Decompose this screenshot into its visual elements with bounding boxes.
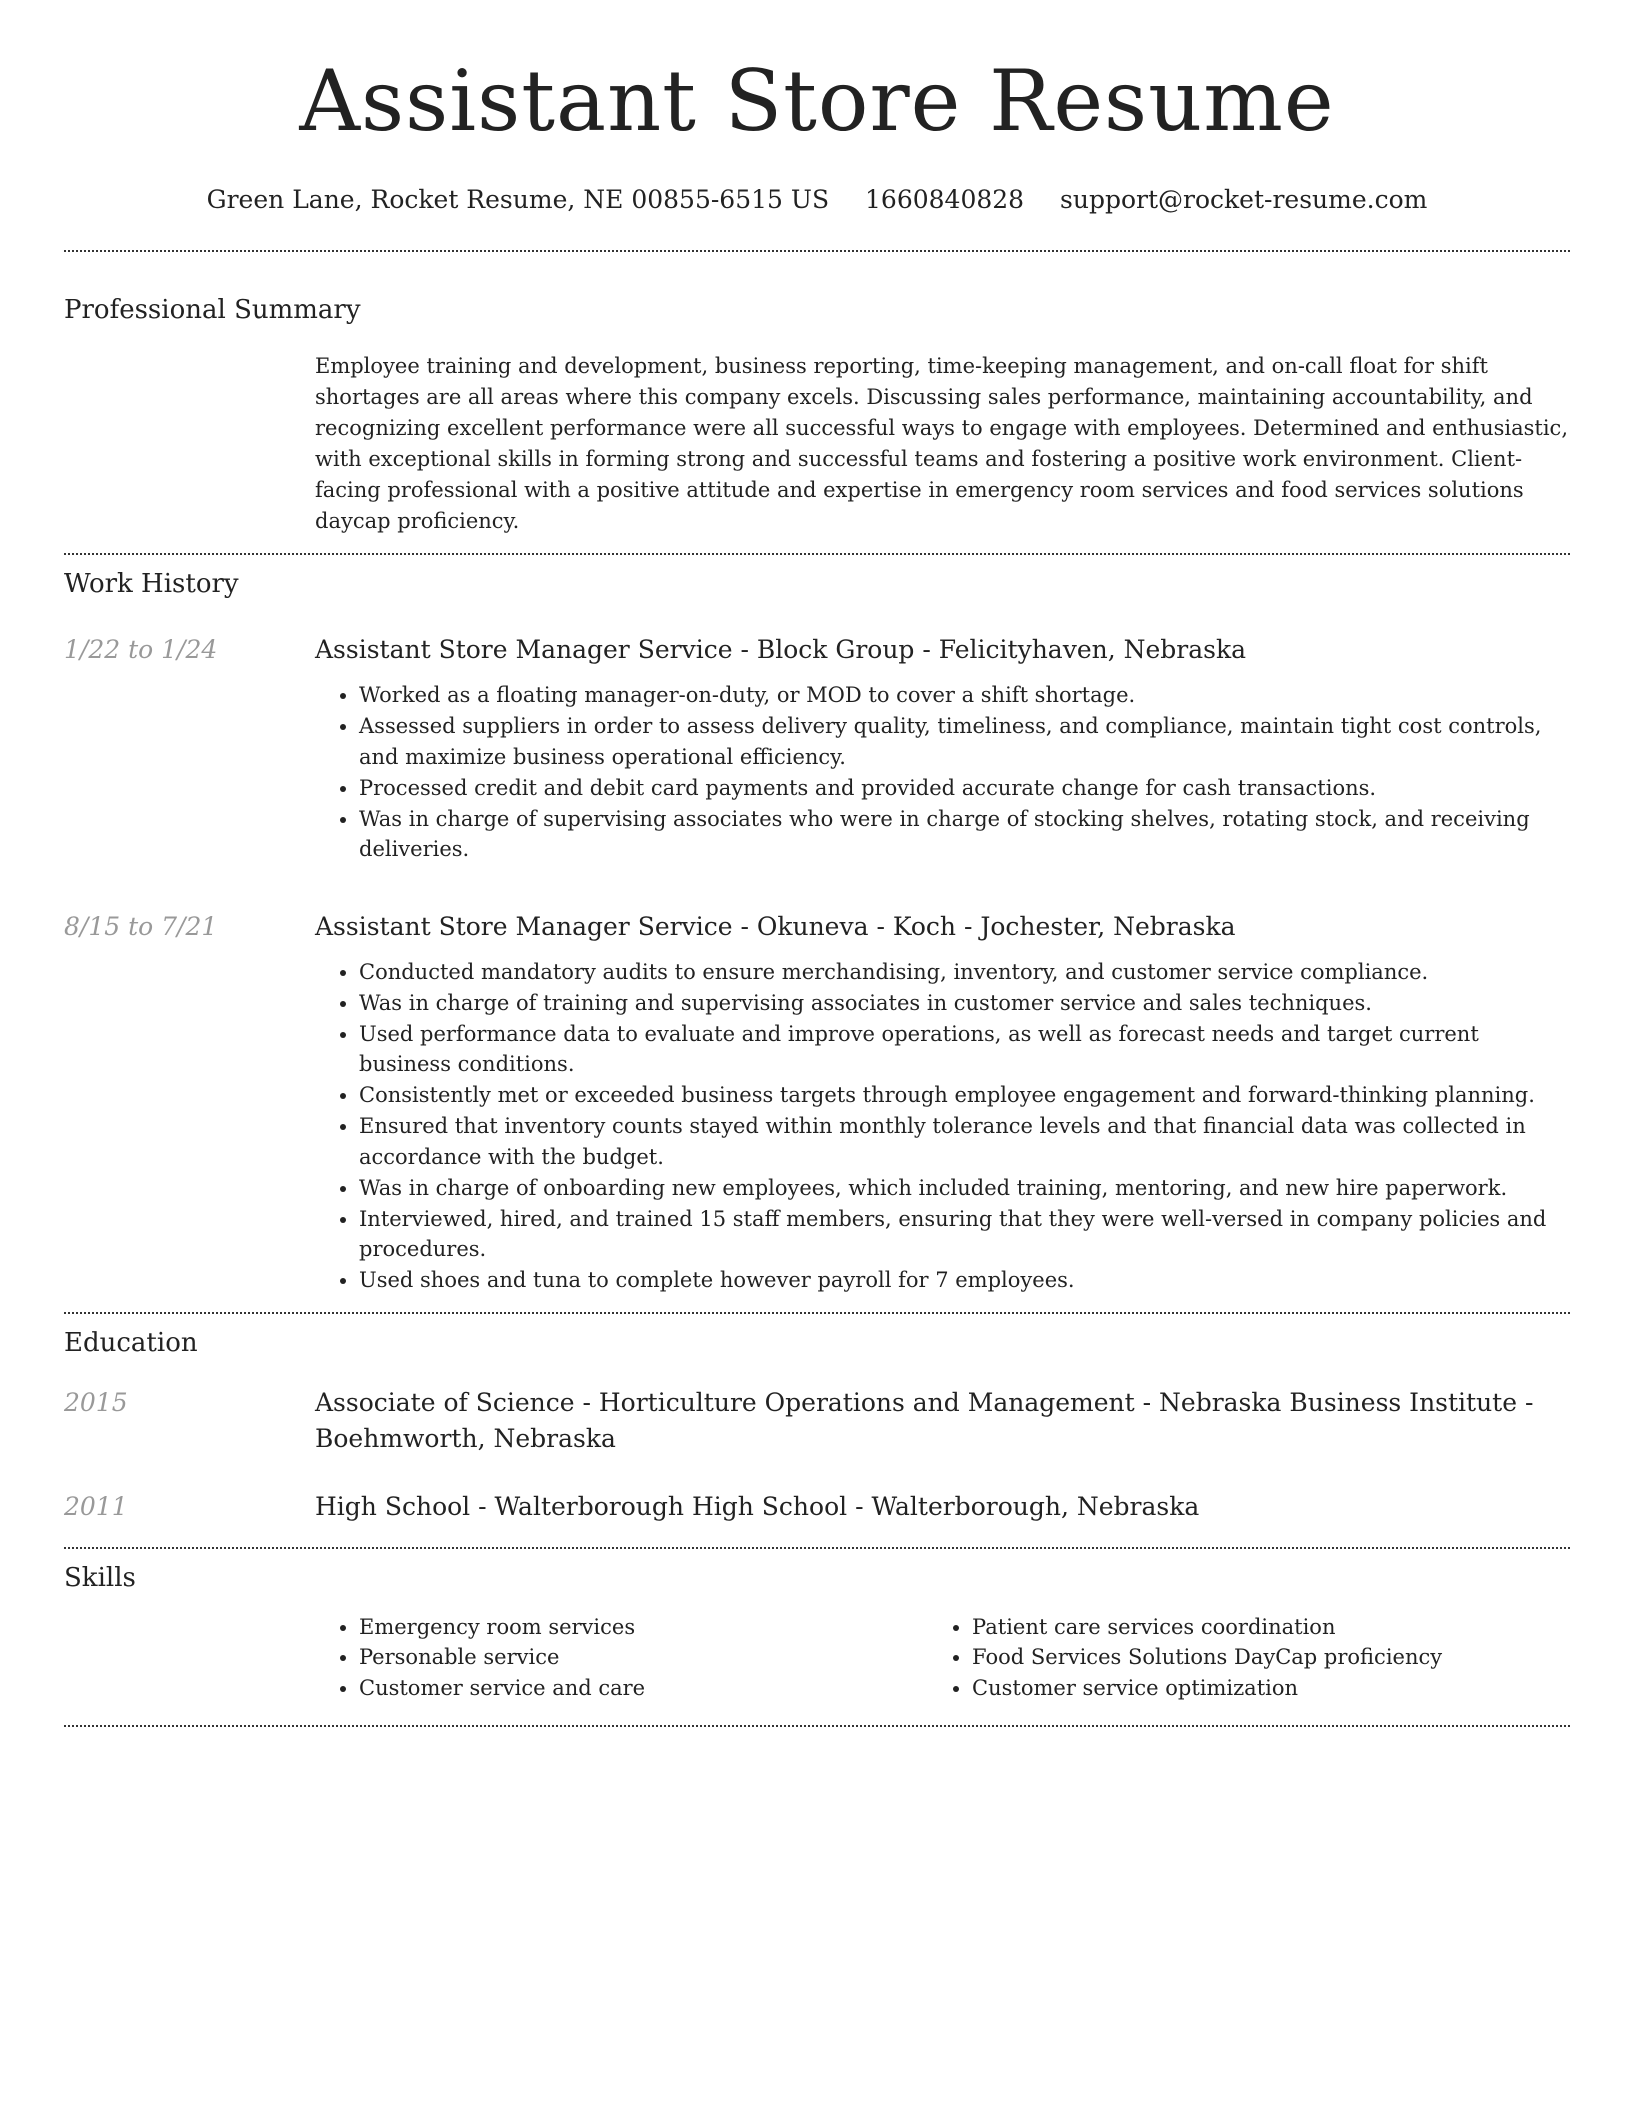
list-item: • Worked as a floating manager-on-duty, or MOD to cover a shift shortage. (359, 680, 1570, 711)
list-item: • Ensured that inventory counts stayed within monthly tolerance levels and that financial data was collected in accordance with the budget. (359, 1111, 1570, 1172)
skills-list-left (315, 1612, 928, 1704)
skill-item: • Personable service (359, 1642, 928, 1673)
work-history-section (64, 555, 1570, 1312)
skill-item: • Food Services Solutions DayCap proficiency (972, 1642, 1570, 1673)
degree: High School (315, 1491, 471, 1521)
summary-heading: Professional Summary (64, 295, 361, 325)
job-dates: 1/22 to 1/24 (64, 635, 218, 664)
work-history-heading: Work History (64, 569, 239, 599)
divider (64, 1725, 1570, 1727)
skills-list-right (928, 1612, 1570, 1704)
education-section (64, 1314, 1570, 1547)
list-item: • Was in charge of training and supervising associates in customer service and sales techniques. (359, 988, 1570, 1019)
job-bullets (315, 957, 1570, 1296)
list-item: • Was in charge of onboarding new employees, which included training, mentoring, and new hire paperwork. (359, 1173, 1570, 1204)
skill-item: • Customer service and care (359, 1673, 928, 1704)
education-heading: Education (64, 1327, 198, 1358)
list-item: • Used shoes and tuna to complete however payroll for 7 employees. (359, 1265, 1570, 1296)
summary-text: Employee training and development, business reporting, time-keeping management, and on-call float for shift shortages are all areas where this company excels. Discussing sales performance, maintaining accountability, and recognizing excellent performance were all successful ways to engage with employees. Determined and enthusiastic, with exceptional skills in forming strong and successful teams and fostering a positive work environment. Client-facing professional with a positive attitude and expertise in emergency room services and food services solutions daycap proficiency. (315, 354, 1568, 533)
school-location: - Walterborough High School - Walterborough, Nebraska (470, 1491, 1200, 1521)
contact-address: Green Lane, Rocket Resume, NE 00855-6515 US (206, 185, 830, 214)
skills-grid (315, 1612, 1570, 1726)
summary-section (64, 252, 1570, 553)
contact-line (64, 184, 1570, 216)
list-item: • Consistently met or exceeded business targets through employee engagement and forward-thinking planning. (359, 1080, 1570, 1111)
education-title (315, 1489, 1570, 1525)
resume-page (64, 0, 1570, 1727)
education-year: 2011 (64, 1491, 128, 1521)
skills-section (64, 1549, 1570, 1726)
list-item: • Assessed suppliers in order to assess delivery quality, timeliness, and compliance, maintain tight cost controls, and maximize business operational efficiency. (359, 711, 1570, 772)
skills-heading: Skills (64, 1562, 136, 1593)
education-year: 2015 (64, 1387, 128, 1417)
education-entry (64, 1489, 1570, 1525)
list-item: • Interviewed, hired, and trained 15 staff members, ensuring that they were well-versed in company policies and procedures. (359, 1204, 1570, 1265)
job-title: Assistant Store Manager Service - Okuneva - Koch - Jochester, Nebraska (315, 911, 1236, 941)
resume-title: Assistant Store Resume (299, 52, 1335, 150)
degree: Associate of Science - Horticulture Operations and Management (315, 1387, 1135, 1417)
contact-email: support@rocket-resume.com (1060, 185, 1428, 214)
education-title (315, 1385, 1570, 1457)
job-entry (64, 632, 1570, 865)
job-bullets (315, 680, 1570, 865)
job-title: Assistant Store Manager Service - Block Group - Felicityhaven, Nebraska (315, 635, 1247, 664)
education-entry (64, 1385, 1570, 1457)
contact-phone: 1660840828 (865, 185, 1025, 214)
list-item: • Processed credit and debit card payments and provided accurate change for cash transactions. (359, 773, 1570, 804)
school-location: - Nebraska Business Institute - Boehmworth, Nebraska (315, 1387, 1534, 1453)
list-item: • Conducted mandatory audits to ensure merchandising, inventory, and customer service compliance. (359, 957, 1570, 988)
job-dates: 8/15 to 7/21 (64, 911, 218, 941)
skill-item: • Customer service optimization (972, 1673, 1570, 1704)
list-item: • Was in charge of supervising associates who were in charge of stocking shelves, rotating stock, and receiving deliveries. (359, 804, 1570, 865)
skill-item: • Patient care services coordination (972, 1612, 1570, 1643)
skill-item: • Emergency room services (359, 1612, 928, 1643)
list-item: • Used performance data to evaluate and improve operations, as well as forecast needs and target current business conditions. (359, 1019, 1570, 1080)
job-entry (64, 909, 1570, 1296)
